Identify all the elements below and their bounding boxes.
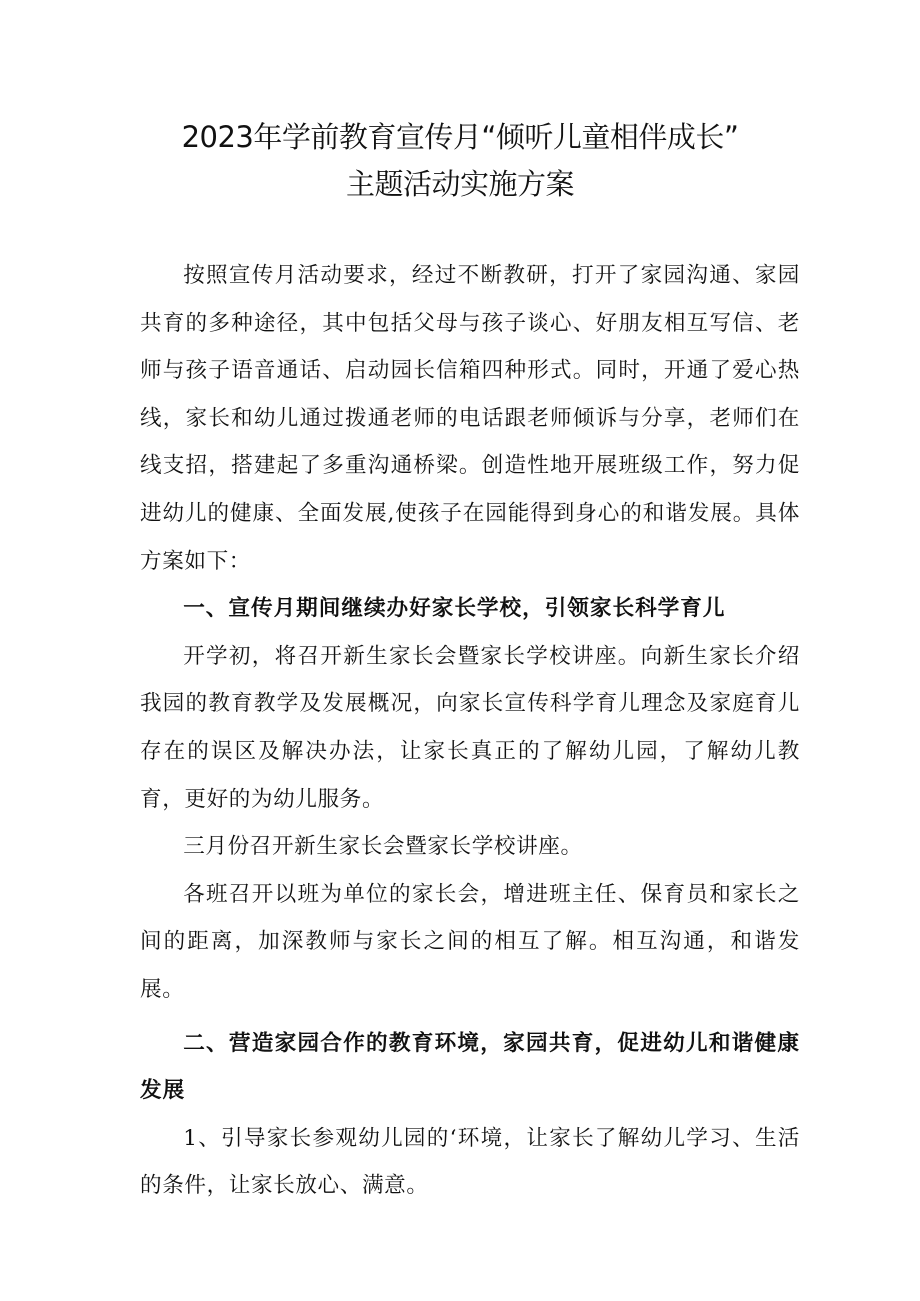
document-title-line-2: 主题活动实施方案 xyxy=(345,167,574,201)
body-paragraph: 三月份召开新生家长会暨家长学校讲座。 xyxy=(183,834,583,860)
document-title-line-1: 2023年学前教育宣传月“倾听儿童相伴成长” xyxy=(181,120,739,154)
section-heading-2: 二、营造家园合作的教育环境，家园共育，促进幼儿和谐健康发展 xyxy=(140,1030,800,1104)
document-body xyxy=(140,252,800,1210)
body-paragraph: 开学初，将召开新生家长会暨家长学校讲座。向新生家长介绍我园的教育教学及发展概况，向家长宣传科学育儿理念及家庭育儿存在的误区及解决办法，让家长真正的了解幼儿园，了解幼儿教育，更好的为幼儿服务。 xyxy=(140,643,800,812)
body-paragraph: 各班召开以班为单位的家长会，增进班主任、保育员和家长之间的距离，加深教师与家长之间的相互了解。相互沟通，和谐发展。 xyxy=(140,881,800,1002)
section-heading-1: 一、宣传月期间继续办好家长学校，引领家长科学育儿 xyxy=(183,596,726,622)
body-paragraph: 1、引导家长参观幼儿园的‘环境，让家长了解幼儿学习、生活的条件，让家长放心、满意。 xyxy=(140,1125,800,1199)
intro-paragraph: 按照宣传月活动要求，经过不断教研，打开了家园沟通、家园共育的多种途径，其中包括父母与孩子谈心、好朋友相互写信、老师与孩子语音通话、启动园长信箱四种形式。同时，开通了爱心热线，家长和幼儿通过拨通老师的电话跟老师倾诉与分享，老师们在线支招，搭建起了多重沟通桥梁。创造性地开展班级工作，努力促进幼儿的健康、全面发展,使孩子在园能得到身心的和谐发展。具体方案如下： xyxy=(140,263,800,574)
